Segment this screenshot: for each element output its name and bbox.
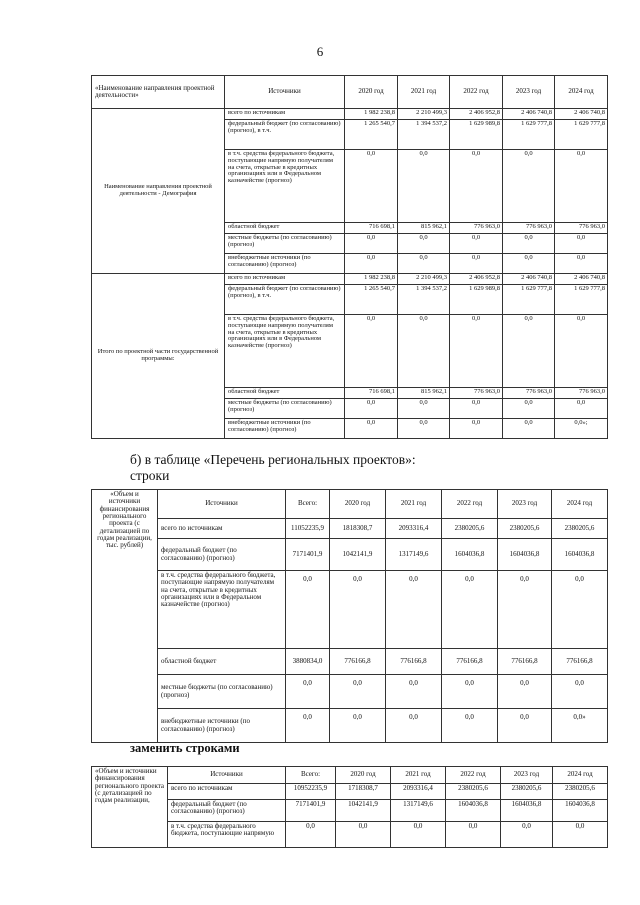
header-direction: «Наименование направления проектной деятельности» xyxy=(92,76,225,109)
cell: 1 629 989,8 xyxy=(450,285,503,315)
cell: 0,0 xyxy=(503,234,555,254)
header-year: 2020 год xyxy=(330,490,386,519)
cell: 0,0 xyxy=(398,234,450,254)
cell: 0,0 xyxy=(555,254,608,274)
cell: 2 406 952,8 xyxy=(450,274,503,285)
header-year: 2022 год xyxy=(450,76,503,109)
cell: 776 963,0 xyxy=(450,223,503,234)
table-row xyxy=(92,539,608,571)
cell: 0,0 xyxy=(450,150,503,223)
cell: 0,0 xyxy=(286,822,336,848)
header-year: 2021 год xyxy=(386,490,442,519)
cell: 1604036,8 xyxy=(498,539,552,571)
cell: 0,0 xyxy=(345,315,398,388)
cell: 0,0 xyxy=(498,571,552,649)
cell: 2093316,4 xyxy=(391,784,446,800)
header-year: 2024 год xyxy=(553,767,608,784)
cell: 776 963,0 xyxy=(555,223,608,234)
cell: 3880834,0 xyxy=(286,649,330,675)
cell: 0,0 xyxy=(286,675,330,709)
cell: 7171401,9 xyxy=(286,800,336,822)
cell: 0,0 xyxy=(442,709,498,743)
cell: 0,0 xyxy=(398,419,450,439)
table-project-directions xyxy=(91,75,608,439)
table-row xyxy=(92,109,608,120)
row-label: в т.ч. средства федерального бюджета, поступающие напрямую получателям на счета, открытые в кредитных организациях или в Федеральном казначействе (прогноз) xyxy=(225,150,345,223)
row-label: внебюджетные источники (по согласованию) (прогноз) xyxy=(225,419,345,439)
cell: 815 962,1 xyxy=(398,388,450,399)
table-row xyxy=(92,822,608,848)
cell: 2380205,6 xyxy=(501,784,553,800)
cell: 1604036,8 xyxy=(501,800,553,822)
paragraph-b: б) в таблице «Перечень региональных проектов»: строки xyxy=(130,452,416,483)
cell: 776 963,0 xyxy=(503,388,555,399)
cell: 1 629 777,8 xyxy=(503,120,555,150)
cell: 1317149,6 xyxy=(386,539,442,571)
cell: 2380205,6 xyxy=(446,784,501,800)
cell: 0,0 xyxy=(386,675,442,709)
cell: 2380205,6 xyxy=(552,519,608,539)
group-name: Наименование направления проектной деятельности - Демография xyxy=(92,109,225,274)
row-label: внебюджетные источники (по согласованию) (прогноз) xyxy=(158,709,286,743)
table-header-row xyxy=(92,767,608,784)
table-row xyxy=(92,274,608,285)
cell: 1818308,7 xyxy=(330,519,386,539)
cell: 2 406 740,8 xyxy=(555,274,608,285)
cell: 0,0 xyxy=(503,419,555,439)
row-label: внебюджетные источники (по согласованию) (прогноз) xyxy=(225,254,345,274)
group-name: Итого по проектной части государственной программы: xyxy=(92,274,225,439)
cell: 0,0 xyxy=(552,571,608,649)
cell: 776166,8 xyxy=(498,649,552,675)
cell: 776 963,0 xyxy=(555,388,608,399)
cell: 10952235,9 xyxy=(286,784,336,800)
cell: 1604036,8 xyxy=(552,539,608,571)
table-row xyxy=(92,649,608,675)
cell: 0,0 xyxy=(450,234,503,254)
header-sources: Источники xyxy=(168,767,286,784)
cell: 0,0 xyxy=(345,150,398,223)
cell: 11052235,9 xyxy=(286,519,330,539)
cell: 0,0 xyxy=(442,571,498,649)
cell: 2 210 499,3 xyxy=(398,109,450,120)
row-label: в т.ч. средства федерального бюджета, поступающие напрямую xyxy=(168,822,286,848)
header-year: 2024 год xyxy=(552,490,608,519)
cell: 0,0 xyxy=(345,254,398,274)
table-row xyxy=(92,709,608,743)
cell: 1604036,8 xyxy=(442,539,498,571)
cell: 1 982 238,8 xyxy=(345,109,398,120)
financing-volume-label: «Объем и источники финансирования регионального проекта (с детализацией по годам реализации, xyxy=(92,767,168,848)
cell: 1042141,9 xyxy=(336,800,391,822)
cell: 2 210 499,3 xyxy=(398,274,450,285)
cell: 0,0 xyxy=(555,234,608,254)
cell: 2 406 740,8 xyxy=(503,109,555,120)
cell: 0,0 xyxy=(555,399,608,419)
paragraph-replace: заменить строками xyxy=(130,741,240,755)
cell: 0,0 xyxy=(345,399,398,419)
cell: 0,0 xyxy=(503,150,555,223)
header-total: Всего: xyxy=(286,767,336,784)
row-label: федеральный бюджет (по согласованию) (прогноз) xyxy=(158,539,286,571)
row-label: всего по источникам xyxy=(168,784,286,800)
cell: 0,0 xyxy=(446,822,501,848)
cell: 1604036,8 xyxy=(446,800,501,822)
cell: 0,0 xyxy=(391,822,446,848)
cell: 0,0»; xyxy=(555,419,608,439)
cell: 716 698,1 xyxy=(345,223,398,234)
cell: 0,0 xyxy=(503,254,555,274)
cell: 0,0 xyxy=(498,675,552,709)
cell: 0,0 xyxy=(450,254,503,274)
cell: 1 265 540,7 xyxy=(345,285,398,315)
table-header-row xyxy=(92,76,608,109)
cell: 1 629 777,8 xyxy=(555,120,608,150)
cell: 1 982 238,8 xyxy=(345,274,398,285)
cell: 2 406 952,8 xyxy=(450,109,503,120)
table-row xyxy=(92,784,608,800)
cell: 2 406 740,8 xyxy=(503,274,555,285)
cell: 2 406 740,8 xyxy=(555,109,608,120)
cell: 1 629 777,8 xyxy=(503,285,555,315)
cell: 1718308,7 xyxy=(336,784,391,800)
cell: 0,0 xyxy=(450,315,503,388)
table-regional-projects-old xyxy=(91,489,608,743)
row-label: в т.ч. средства федерального бюджета, поступающие напрямую получателям на счета, открытые в кредитных организациях или в Федеральном казначействе (прогноз) xyxy=(225,315,345,388)
header-year: 2024 год xyxy=(555,76,608,109)
header-year: 2023 год xyxy=(498,490,552,519)
cell: 0,0 xyxy=(398,254,450,274)
row-label: федеральный бюджет (по согласованию) (прогноз), в т.ч. xyxy=(225,285,345,315)
cell: 1 394 537,2 xyxy=(398,120,450,150)
cell: 0,0 xyxy=(345,419,398,439)
header-sources: Источники xyxy=(158,490,286,519)
row-label: всего по источникам xyxy=(225,109,345,120)
cell: 0,0 xyxy=(398,315,450,388)
cell: 0,0 xyxy=(398,399,450,419)
cell: 2093316,4 xyxy=(386,519,442,539)
financing-volume-label: «Объем и источники финансирования регионального проекта (с детализацией по годам реализации, тыс. рублей) xyxy=(92,490,158,743)
header-year: 2020 год xyxy=(336,767,391,784)
row-label: местные бюджеты (по согласованию) (прогноз) xyxy=(225,234,345,254)
cell: 2380205,6 xyxy=(498,519,552,539)
table-regional-projects-new xyxy=(91,766,608,848)
cell: 0,0 xyxy=(286,571,330,649)
cell: 0,0 xyxy=(553,822,608,848)
header-year: 2022 год xyxy=(446,767,501,784)
cell: 0,0 xyxy=(386,571,442,649)
cell: 0,0 xyxy=(336,822,391,848)
cell: 1 629 989,8 xyxy=(450,120,503,150)
row-label: местные бюджеты (по согласованию) (прогноз) xyxy=(225,399,345,419)
header-year: 2023 год xyxy=(501,767,553,784)
cell: 776 963,0 xyxy=(503,223,555,234)
cell: 0,0 xyxy=(498,709,552,743)
cell: 0,0 xyxy=(330,571,386,649)
cell: 0,0 xyxy=(386,709,442,743)
cell: 1604036,8 xyxy=(553,800,608,822)
row-label: федеральный бюджет (по согласованию) (прогноз), в т.ч. xyxy=(225,120,345,150)
header-year: 2021 год xyxy=(391,767,446,784)
cell: 0,0 xyxy=(442,675,498,709)
cell: 0,0 xyxy=(330,675,386,709)
cell: 0,0 xyxy=(450,399,503,419)
row-label: местные бюджеты (по согласованию) (прогноз) xyxy=(158,675,286,709)
header-year: 2023 год xyxy=(503,76,555,109)
header-year: 2020 год xyxy=(345,76,398,109)
cell: 0,0 xyxy=(555,315,608,388)
row-label: областной бюджет xyxy=(158,649,286,675)
table-row xyxy=(92,571,608,649)
cell: 0,0 xyxy=(503,315,555,388)
cell: 0,0 xyxy=(450,419,503,439)
cell: 716 698,1 xyxy=(345,388,398,399)
header-total: Всего: xyxy=(286,490,330,519)
cell: 2380205,6 xyxy=(442,519,498,539)
cell: 815 962,1 xyxy=(398,223,450,234)
cell: 1 629 777,8 xyxy=(555,285,608,315)
cell: 7171401,9 xyxy=(286,539,330,571)
cell: 0,0» xyxy=(552,709,608,743)
cell: 1317149,6 xyxy=(391,800,446,822)
cell: 0,0 xyxy=(555,150,608,223)
cell: 0,0 xyxy=(286,709,330,743)
cell: 2380205,6 xyxy=(553,784,608,800)
row-label: областной бюджет xyxy=(225,388,345,399)
row-label: всего по источникам xyxy=(225,274,345,285)
cell: 0,0 xyxy=(503,399,555,419)
cell: 0,0 xyxy=(345,234,398,254)
table-row xyxy=(92,519,608,539)
row-label: всего по источникам xyxy=(158,519,286,539)
cell: 1 265 540,7 xyxy=(345,120,398,150)
table-row xyxy=(92,675,608,709)
cell: 776166,8 xyxy=(552,649,608,675)
cell: 776166,8 xyxy=(330,649,386,675)
row-label: в т.ч. средства федерального бюджета, поступающие напрямую получателям на счета, открытые в кредитных организациях или в Федеральном казначействе (прогноз) xyxy=(158,571,286,649)
cell: 776166,8 xyxy=(442,649,498,675)
row-label: федеральный бюджет (по согласованию) (прогноз) xyxy=(168,800,286,822)
cell: 0,0 xyxy=(501,822,553,848)
header-year: 2022 год xyxy=(442,490,498,519)
cell: 0,0 xyxy=(330,709,386,743)
table-row xyxy=(92,800,608,822)
cell: 1 394 537,2 xyxy=(398,285,450,315)
cell: 0,0 xyxy=(552,675,608,709)
table-header-row xyxy=(92,490,608,519)
header-year: 2021 год xyxy=(398,76,450,109)
cell: 776 963,0 xyxy=(450,388,503,399)
cell: 776166,8 xyxy=(386,649,442,675)
page-number: 6 xyxy=(316,44,324,59)
header-sources: Источники xyxy=(225,76,345,109)
cell: 0,0 xyxy=(398,150,450,223)
row-label: областной бюджет xyxy=(225,223,345,234)
cell: 1042141,9 xyxy=(330,539,386,571)
